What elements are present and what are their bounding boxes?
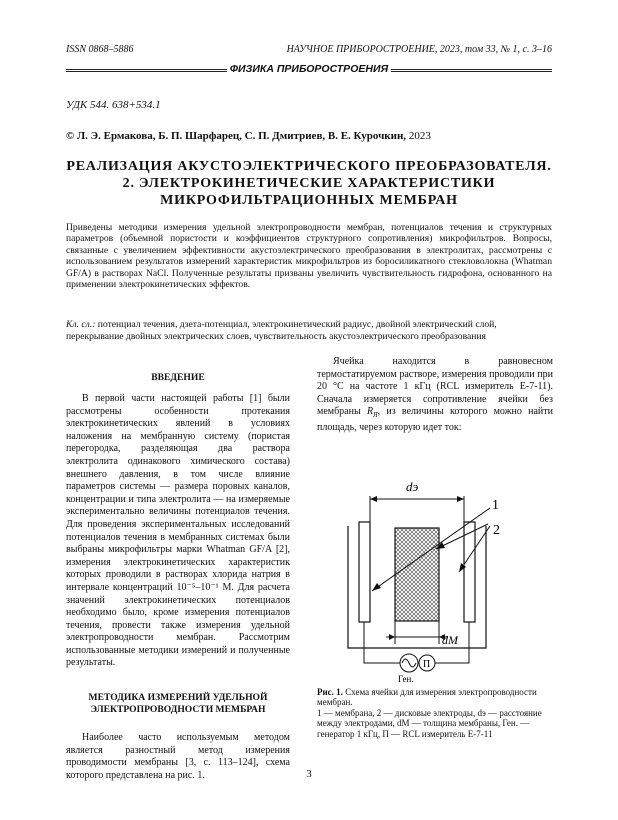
intro-paragraph: В первой части настоящей работы [1] были рассмотрены особенности протекания электрокинетических явлений в условиях наложения на мембранную систему (пористая перегородка, разделяющая два раствора электролита одинакового химического состава) внешнего давления, в том числе влияние параметров системы — размера поровых каналов, концентрации и типа электролита — на измеряемые экспериментально величины потенциалов течения. Для проведения экспериментальных исследований потенциалов течения в мембранных системах были выбраны микрофильтры марки Whatman GF/A [2], измерения электрокинетических характеристик которых проводили в растворах хлорида натрия в интервале концентраций 10⁻⁵–10⁻¹ М. Для расчета значений электрокинетических потенциалов необходимо было, кроме измерения потенциалов течения, провести также измерения удельной электропроводности мембран. Рассмотрим использованные методики измерений и полученные результаты. [66, 393, 290, 669]
page-number: 3 [306, 768, 312, 780]
meter-label: П [423, 659, 431, 670]
method-paragraph: Наиболее часто используемым методом является разностный метод измерения проводимости мембраны [3, с. 113–124], схема которого представлена на рис. 1. [66, 732, 290, 781]
title-line: РЕАЛИЗАЦИЯ АКУСТОЭЛЕКТРИЧЕСКОГО ПРЕОБРАЗОВАТЕЛЯ. [66, 159, 552, 174]
right-column [317, 356, 553, 435]
caption-label: Рис. 1. [317, 687, 343, 697]
udk-code: УДК 544. 638+534.1 [66, 99, 161, 111]
right-paragraph [317, 356, 553, 435]
method-heading-line: ЭЛЕКТРОПРОВОДНОСТИ МЕМБРАН [90, 704, 266, 716]
caption-text: Схема ячейки для измерения электропроводности мембран. [317, 687, 537, 708]
paper-title [66, 158, 552, 209]
authors [66, 130, 431, 142]
copyright-sign: © [66, 130, 75, 142]
left-column [66, 372, 290, 782]
cell-diagram [318, 474, 554, 684]
electrode-right [464, 522, 475, 622]
figure-caption [317, 687, 553, 739]
keywords-text: потенциал течения, дзета-потенциал, электрокинетический радиус, двойной электрический слой, перекрывание двойных электрических слоев, чувствительность акустоэлектрического преобразования [66, 319, 497, 342]
issn: ISSN 0868–5886 [66, 44, 134, 55]
author-names: Л. Э. Ермакова, Б. П. Шарфарец, С. П. Дмитриев, В. Е. Курочкин, [76, 130, 407, 142]
callout-arrow [372, 583, 381, 591]
keywords-label: Кл. сл.: [66, 319, 96, 330]
section-label: ФИЗИКА ПРИБОРОСТРОЕНИЯ [227, 63, 391, 75]
abstract: Приведены методики измерения удельной электропроводности мембран, потенциалов течения и структурных параметров (объемной пористости и коэффициентов структурного сопротивления) микрофильтров. Вопросы, связанные с увеличением эффективности акустоэлектрического преобразования в электролитах, рассмотрены с использованием результатов измерений характеристик микрофильтров из боросиликатного стекловолокна (Whatman GF/A) в растворах NaCl. Полученные результаты призваны увеличить чувствительность гидрофона, основанного на применении электрокинетических эффектов. [66, 222, 552, 291]
callout-2: 2 [493, 523, 500, 538]
method-heading-line: МЕТОДИКА ИЗМЕРЕНИЙ УДЕЛЬНОЙ [88, 692, 268, 704]
label-de: dэ [406, 479, 419, 494]
callout-1: 1 [492, 498, 499, 513]
label-dm: dM [442, 633, 458, 647]
title-line: 2. ЭЛЕКТРОКИНЕТИЧЕСКИЕ ХАРАКТЕРИСТИКИ [122, 176, 496, 191]
electrode-left [359, 522, 370, 622]
title-line: МИКРОФИЛЬТРАЦИОННЫХ МЕМБРАН [160, 193, 458, 208]
journal-reference: НАУЧНОЕ ПРИБОРОСТРОЕНИЕ, 2023, том 33, № 1, с. 3–16 [286, 44, 552, 55]
resistance-symbol: $R_Я$ [366, 406, 378, 420]
method-heading [66, 692, 290, 716]
intro-heading: ВВЕДЕНИЕ [151, 372, 205, 383]
publication-year: 2023 [408, 130, 431, 142]
section-header [66, 64, 552, 76]
generator-label: Ген. [398, 674, 414, 684]
keywords [66, 319, 552, 342]
right-text-before: Ячейка находится в равновесном термостатируемом растворе, измерения проводили при 20 °С на частоте 1 кГц (RCL измеритель Е-7-11). Сначала измеряется сопротивление ячейки без мембраны [317, 356, 553, 418]
caption-legend: 1 — мембрана, 2 — дисковые электроды, dэ — расстояние между электродами, dM — толщина мембраны, Ген. — генератор 1 кГц, П — RCL измеритель Е-7-11 [317, 707, 542, 739]
membrane [395, 528, 439, 621]
right-text-after: , из величины которого можно найти площадь, через которую идет ток: [317, 406, 553, 433]
